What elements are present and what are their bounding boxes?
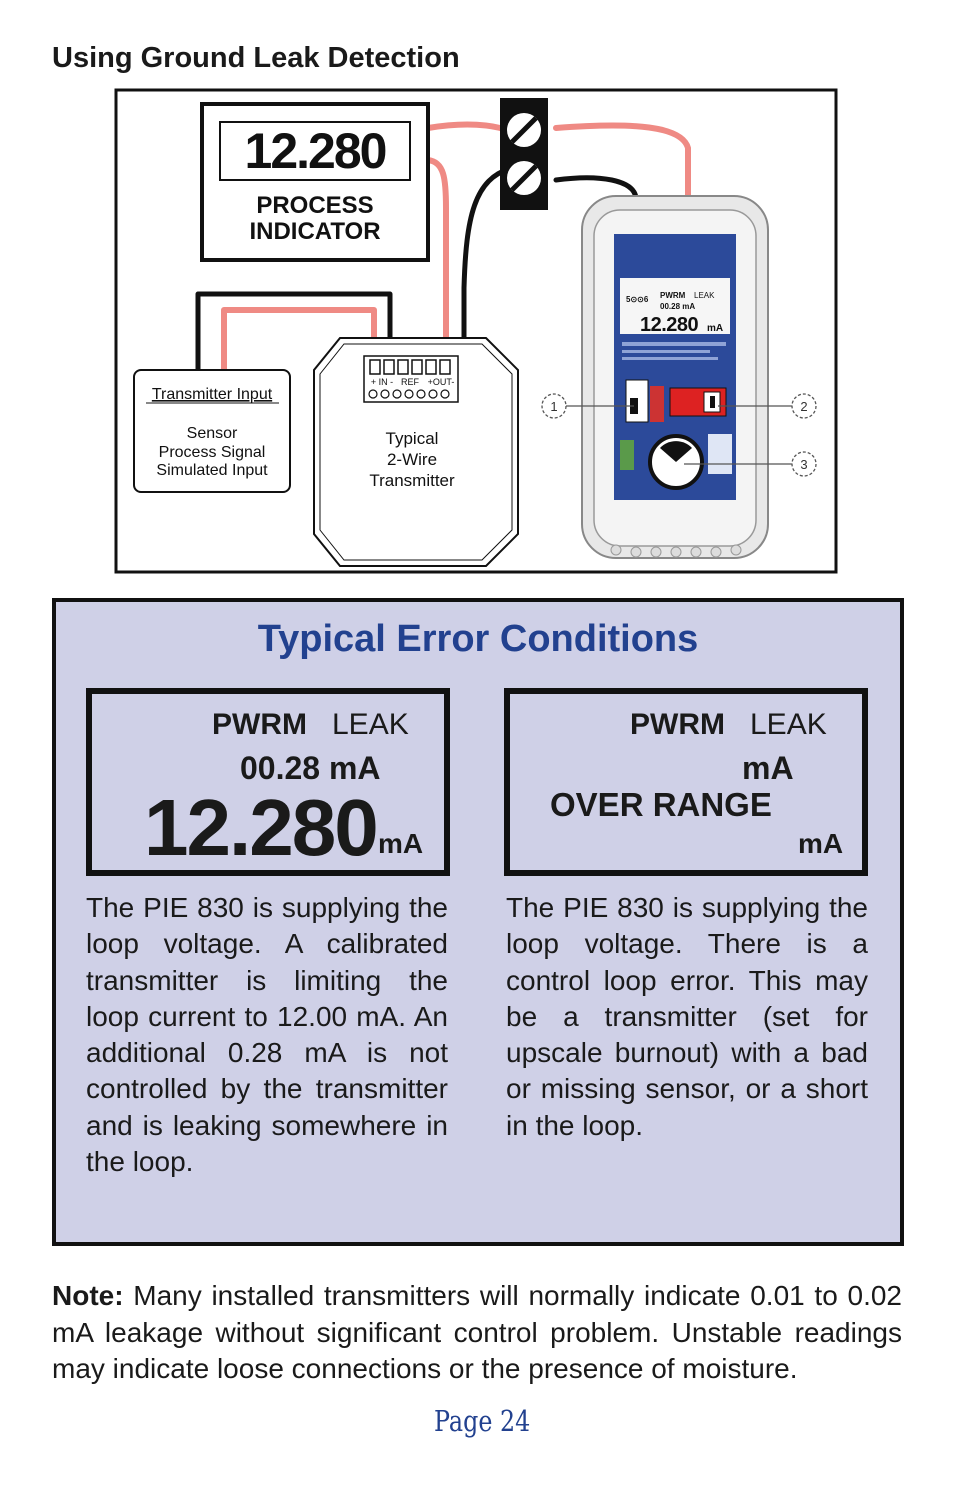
svg-text:Sensor: Sensor <box>186 425 238 442</box>
terminal-block <box>500 98 548 210</box>
description-over-range: The PIE 830 is supplying the loop voltage. There is a control loop error. This may be a transmitter (set for upscale burnout) with a bad or missing sensor, or a short in the loop. <box>506 892 868 1141</box>
lcd-over-range: OVER RANGE <box>550 786 772 823</box>
svg-text:REF: REF <box>401 377 419 387</box>
panel-title: Typical Error Conditions <box>257 618 699 660</box>
svg-text:mA: mA <box>707 323 724 334</box>
svg-text:Simulated Input: Simulated Input <box>156 462 268 479</box>
note-label: Note: <box>52 1280 124 1311</box>
transmitter-input-box <box>134 370 290 492</box>
lcd-pwrm: PWRM <box>630 708 725 741</box>
svg-text:+ IN -: + IN - <box>370 377 394 387</box>
lcd-display-over-range <box>504 688 868 876</box>
svg-text:Transmitter Input: Transmitter Input <box>151 386 273 403</box>
process-indicator <box>202 104 428 260</box>
svg-text:LEAK: LEAK <box>694 291 715 300</box>
svg-text:+OUT-: +OUT- <box>427 377 455 387</box>
error-conditions-panel <box>52 598 904 1246</box>
lcd-leak-value: mA <box>742 750 794 786</box>
svg-text:PWRM: PWRM <box>660 291 686 300</box>
svg-text:00.28 mA: 00.28 mA <box>660 302 696 311</box>
svg-text:Transmitter: Transmitter <box>369 471 455 490</box>
lcd-leak: LEAK <box>332 708 409 741</box>
transmitter <box>314 338 518 566</box>
note-text: Many installed transmitters will normally indicate 0.01 to 0.02 mA leakage without significant control problem. Unstable readings may indicate loose connections or the presence of moisture. <box>52 1280 902 1384</box>
svg-text:12.280: 12.280 <box>640 314 699 336</box>
wiring-diagram <box>114 88 838 574</box>
indicator-display: 12.280 <box>244 123 386 179</box>
calibrator-device <box>582 196 768 558</box>
svg-text:INDICATOR: INDICATOR <box>249 218 381 245</box>
callout-3: 3 <box>800 457 808 472</box>
svg-text:Process Signal: Process Signal <box>158 444 266 461</box>
lcd-display-leak <box>86 688 450 876</box>
lcd-main-unit: mA <box>378 828 424 859</box>
note-paragraph <box>52 1278 902 1388</box>
svg-text:Typical: Typical <box>385 429 439 448</box>
callout-2: 2 <box>800 399 808 414</box>
lcd-leak-value: 00.28 mA <box>240 750 381 786</box>
page-number: Page 24 <box>434 1404 531 1438</box>
svg-text:5⊙⊙6: 5⊙⊙6 <box>626 295 649 304</box>
section-heading: Using Ground Leak Detection <box>52 42 460 74</box>
lcd-main-value: 12.280 <box>144 783 377 872</box>
description-leak: The PIE 830 is supplying the loop voltage. A calibrated transmitter is limiting the loop current to 12.00 mA. An additional 0.28 mA is not controlled by the transmitter and is leaking somewhere in the loop. <box>86 892 448 1178</box>
svg-text:PROCESS: PROCESS <box>256 192 374 219</box>
callout-1: 1 <box>550 399 558 414</box>
svg-text:2-Wire: 2-Wire <box>386 450 438 469</box>
lcd-leak: LEAK <box>750 708 827 741</box>
lcd-main-unit: mA <box>798 828 844 859</box>
lcd-pwrm: PWRM <box>212 708 307 741</box>
